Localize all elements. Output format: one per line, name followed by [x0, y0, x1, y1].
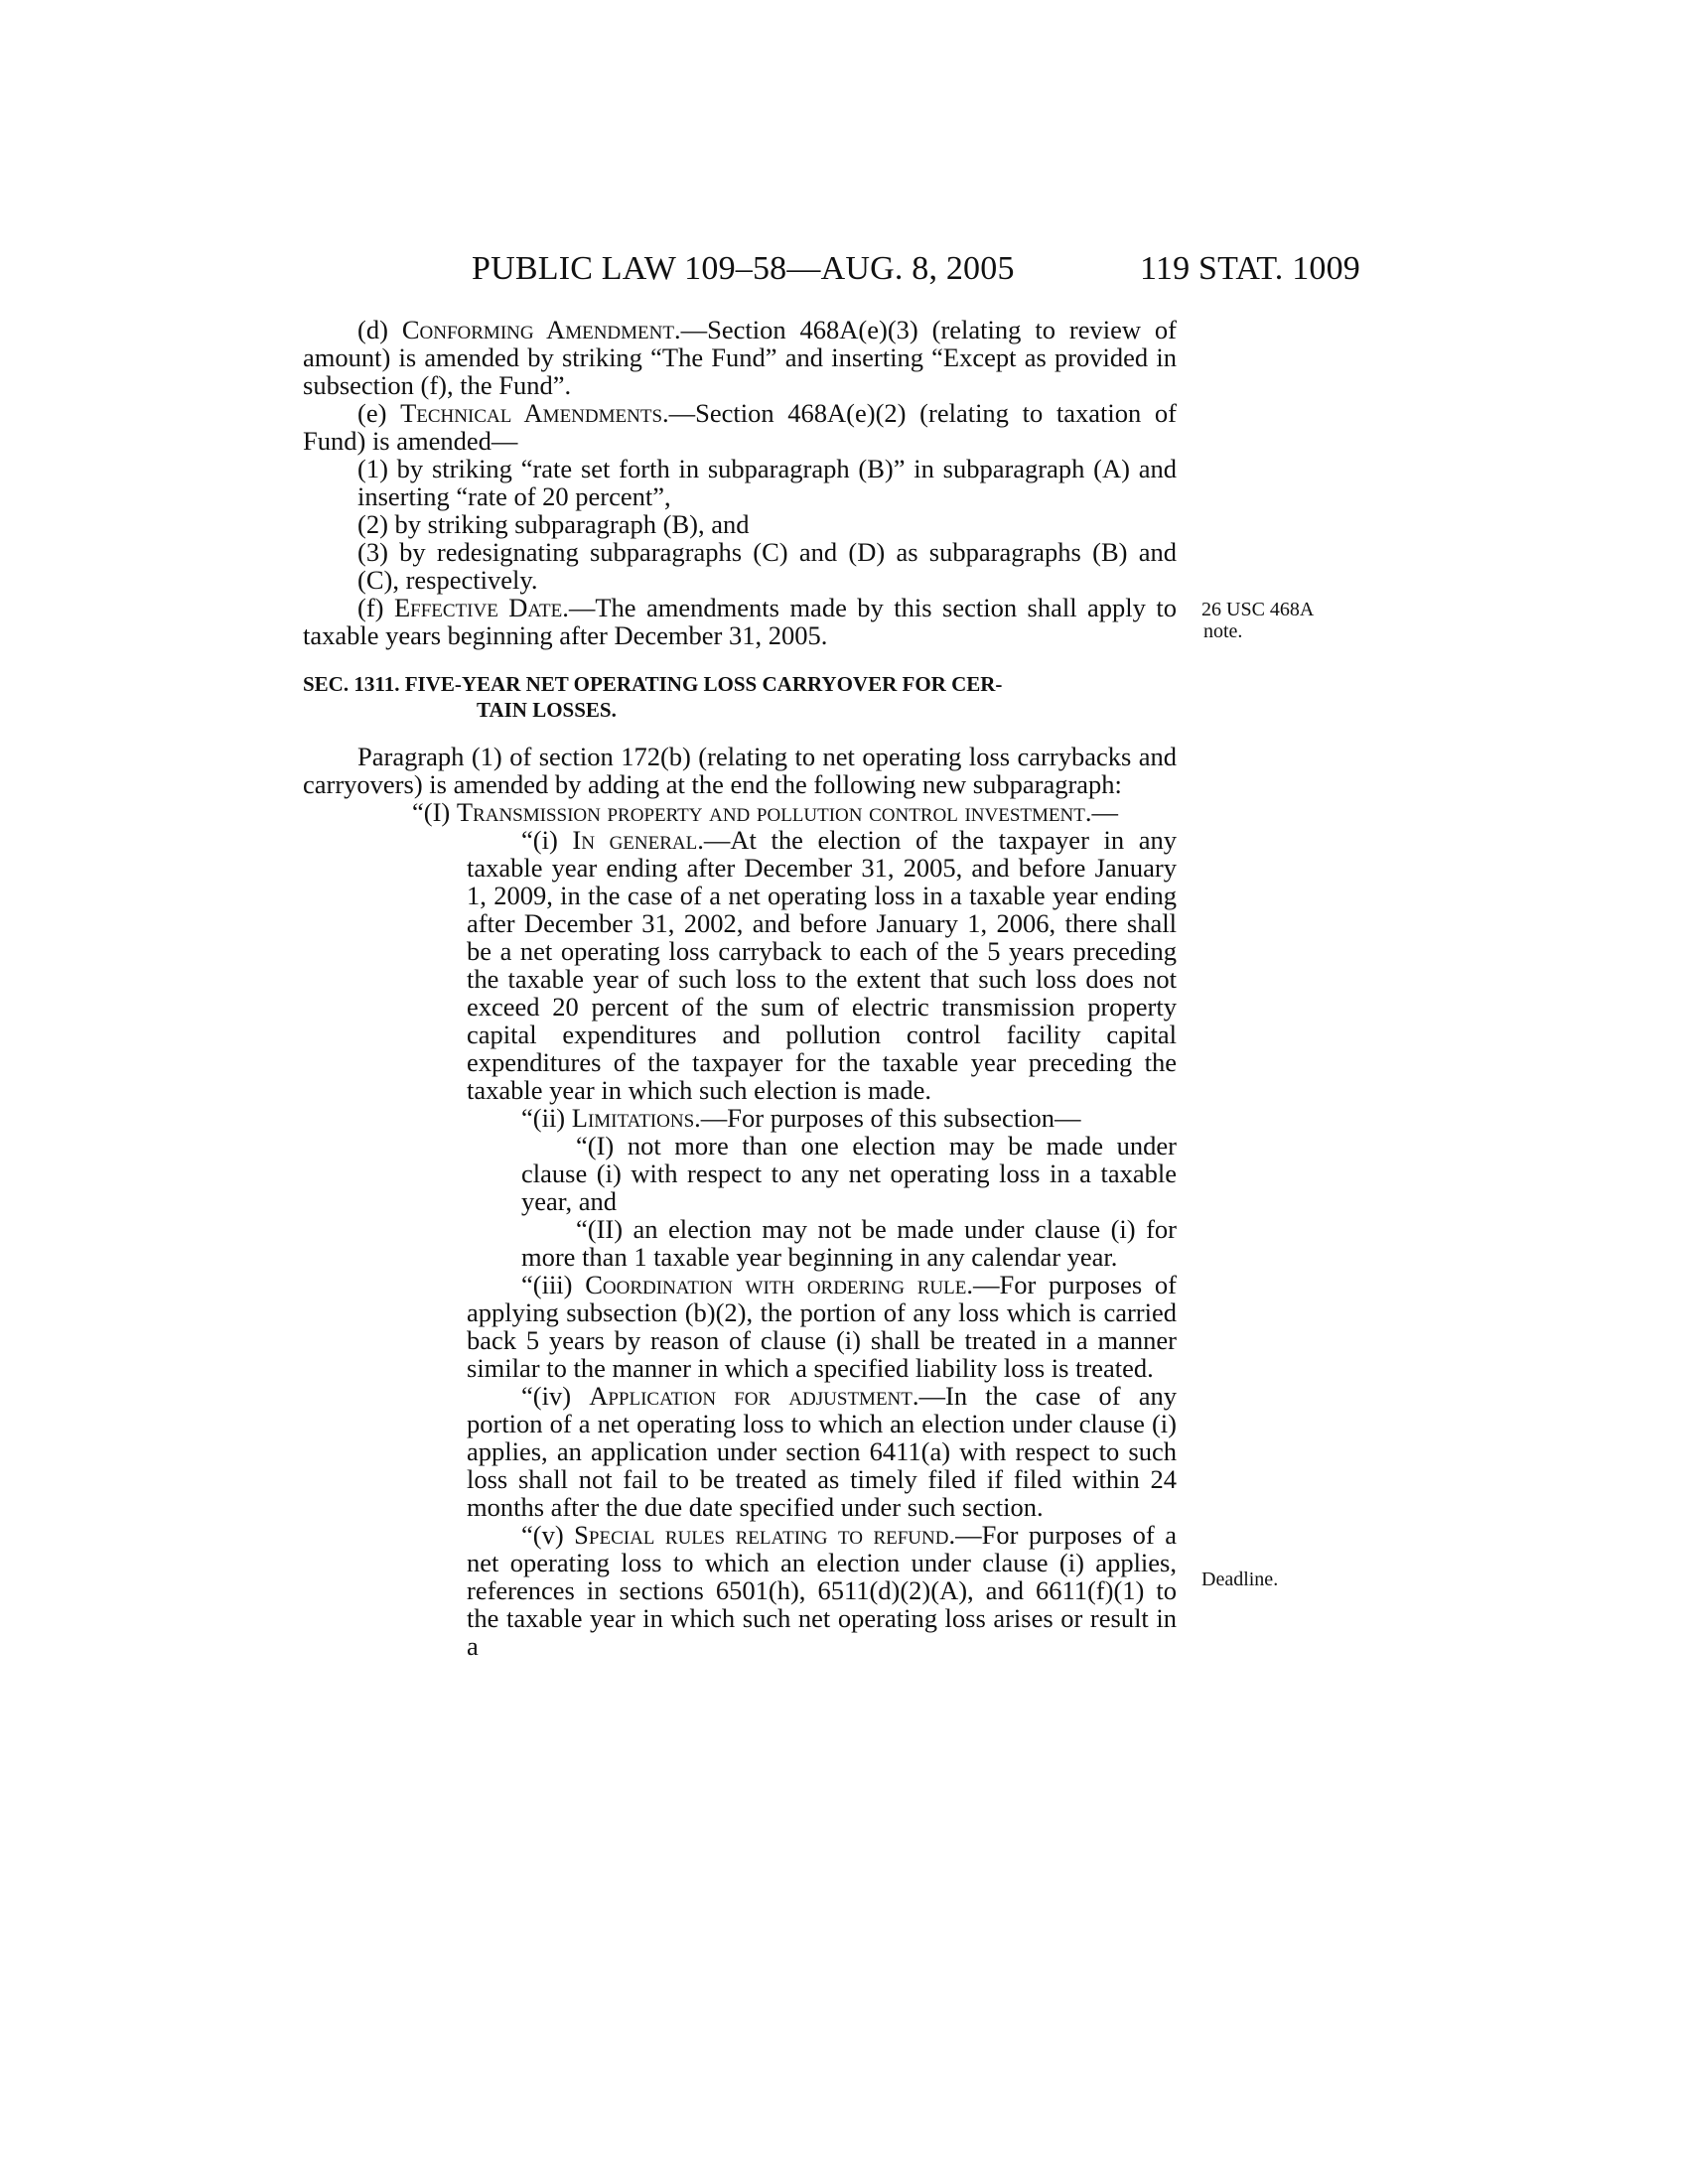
subparagraph-I-dash: .— — [1084, 797, 1118, 827]
paragraph-d-heading: Conforming Amendment — [401, 315, 674, 344]
clause-iv — [303, 1382, 1177, 1521]
clause-iii-label: “(iii) — [521, 1270, 586, 1299]
clause-iii-heading: Coordination with ordering rule — [585, 1270, 967, 1299]
margin-note-deadline: Deadline. — [1201, 1569, 1279, 1590]
paragraph-e3 — [303, 538, 1177, 594]
clause-iii — [303, 1271, 1177, 1382]
section-heading — [303, 671, 1177, 723]
clause-i-text: .—At the election of the taxpayer in any taxable year ending after December 31, 2005, and before January 1, 2009, in the case of a net operating loss in a taxable year ending after December 31, 2002, and before January 1, 2006, there shall be a net operating loss carryback to each of the 5 years preceding the taxable year of such loss to the extent that such loss does not exceed 20 percent of the sum of electric transmission property capital expenditures and pollution control facility capital expenditures of the taxpayer for the taxable year preceding the taxable year in which such election is made. — [467, 825, 1178, 1105]
paragraph-e1 — [303, 455, 1177, 510]
clause-iii-text: .—For purposes of applying subsection (b)(2), the portion of any loss which is carried back 5 years by reason of clause (i) shall be treated in a manner similar to the manner in which a specified liability loss is treated. — [467, 1270, 1178, 1383]
running-header-title: PUBLIC LAW 109–58—AUG. 8, 2005 — [472, 250, 1015, 287]
running-header-stat: 119 STAT. 1009 — [1139, 250, 1360, 287]
clause-iv-label: “(iv) — [521, 1381, 590, 1411]
paragraph-f-heading: Effective Date — [393, 593, 563, 622]
clause-ii-label: “(ii) — [521, 1103, 572, 1133]
subparagraph-I-title: Transmission property and pollution control investment — [456, 797, 1085, 827]
clause-v-text: .—For purposes of a net operating loss to which an election under clause (i) applies, references in sections 6501(h), 6511(d)(2)(A), and 6611(f)(1) to the taxable year in which such net operating loss arises or result in a — [467, 1520, 1177, 1661]
margin-note-usc — [1201, 599, 1314, 642]
clause-ii-heading: Limitations — [571, 1103, 695, 1133]
paragraph-f-label: (f) — [357, 593, 394, 622]
paragraph-e2-text: (2) by striking subparagraph (B), and — [357, 509, 750, 539]
clause-iv-heading: Application for adjustment — [589, 1381, 913, 1411]
subparagraph-I-label: “(I) — [412, 797, 457, 827]
paragraph-e — [303, 399, 1177, 455]
clause-v — [303, 1521, 1177, 1660]
section-heading-line2: TAIN LOSSES. — [477, 698, 617, 722]
clause-i — [303, 826, 1177, 1104]
clause-v-heading: Special rules relating to refund — [574, 1520, 949, 1550]
clause-v-label: “(v) — [521, 1520, 575, 1550]
section-intro: Paragraph (1) of section 172(b) (relating to net operating loss carrybacks and carryovers) is amended by adding at the end the following new subparagraph: — [303, 742, 1177, 799]
margin-note-usc-line2: note. — [1203, 620, 1243, 642]
paragraph-e1-text: (1) by striking “rate set forth in subparagraph (B)” in subparagraph (A) and inserting “rate of 20 percent”, — [357, 454, 1177, 511]
subclause-I — [303, 1132, 1177, 1215]
document-body — [303, 316, 1177, 1660]
paragraph-e-label: (e) — [357, 398, 401, 428]
margin-note-usc-line1: 26 USC 468A — [1201, 599, 1315, 620]
clause-ii — [303, 1104, 1177, 1132]
subclause-II-text: “(II) an election may not be made under clause (i) for more than 1 taxable year beginning in any calendar year. — [521, 1214, 1177, 1272]
paragraph-f-text: .—The amendments made by this section shall apply to taxable years beginning after December 31, 2005. — [303, 593, 1177, 650]
paragraph-f — [303, 594, 1177, 649]
paragraph-e-heading: Technical Amendments — [400, 398, 663, 428]
subclause-II — [303, 1215, 1177, 1271]
paragraph-d-text: .—Section 468A(e)(3) (relating to review of amount) is amended by striking “The Fund” and inserting “Except as provided in subsection (f), the Fund”. — [303, 315, 1178, 400]
clause-i-label: “(i) — [521, 825, 573, 855]
clause-ii-text: .—For purposes of this subsection— — [694, 1103, 1081, 1133]
subparagraph-I-heading — [303, 798, 1177, 826]
paragraph-e-text: .—Section 468A(e)(2) (relating to taxation of Fund) is amended— — [303, 398, 1177, 456]
subclause-I-text: “(I) not more than one election may be made under clause (i) with respect to any net operating loss in a taxable year, and — [521, 1131, 1177, 1216]
section-heading-line1: SEC. 1311. FIVE-YEAR NET OPERATING LOSS CARRYOVER FOR CER- — [303, 672, 1003, 696]
clause-iv-text: .—In the case of any portion of a net operating loss to which an election under clause (i) applies, an application under section 6411(a) with respect to such loss shall not fail to be treated as timely filed if filed within 24 months after the due date specified under such section. — [467, 1381, 1178, 1522]
paragraph-d-label: (d) — [357, 315, 402, 344]
paragraph-e3-text: (3) by redesignating subparagraphs (C) and (D) as subparagraphs (B) and (C), respectively. — [357, 537, 1177, 595]
paragraph-d — [303, 316, 1177, 399]
clause-i-heading: In general — [572, 825, 698, 855]
paragraph-e2 — [303, 510, 1177, 538]
